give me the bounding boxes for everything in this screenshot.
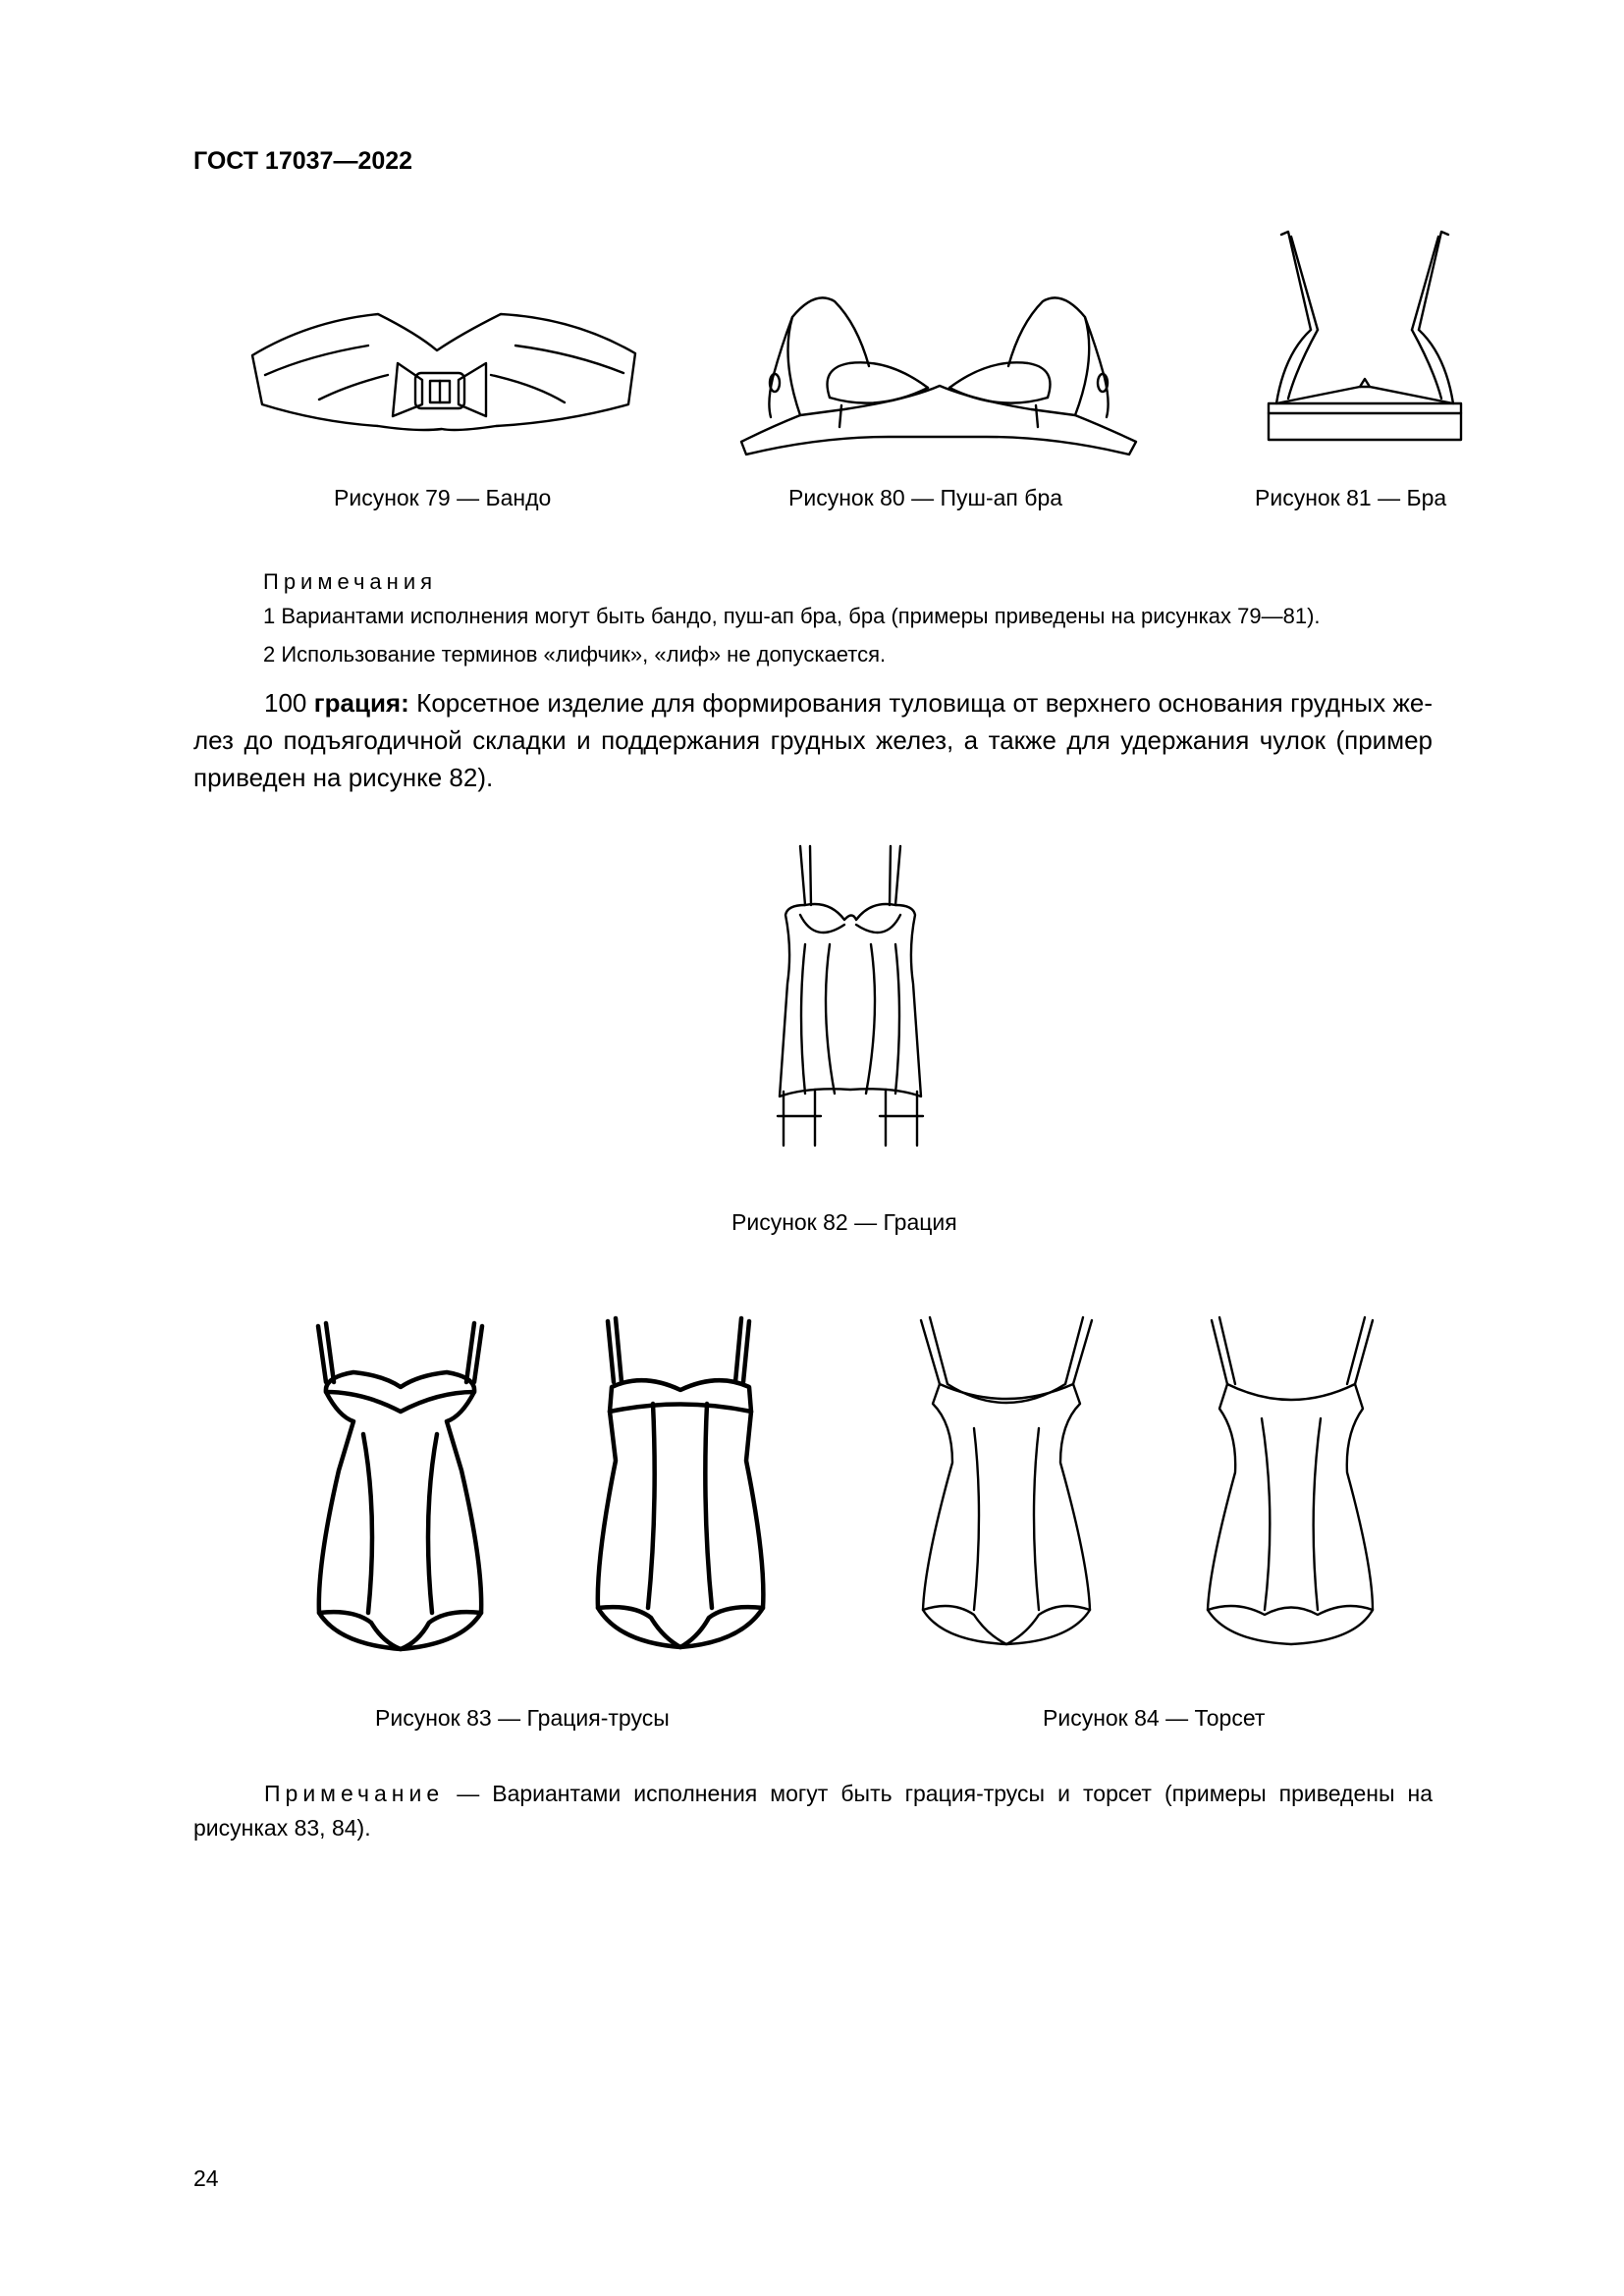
grace-briefs-back-illustration	[594, 1313, 766, 1667]
figure-80-caption: Рисунок 80 — Пуш-ап бра	[788, 485, 1063, 510]
note-item-1: 1 Вариантами исполнения могут быть бандо, пуш-ап бра, бра (примеры приведены на рисунках 79—81).	[263, 604, 1321, 628]
bandeau-illustration	[250, 306, 638, 444]
grace-corset-illustration	[776, 846, 925, 1168]
document-header: ГОСТ 17037—2022	[193, 147, 413, 175]
figure-82-caption: Рисунок 82 — Грация	[731, 1209, 957, 1235]
term-name: грация:	[313, 688, 409, 718]
note-label: Примечание	[264, 1781, 445, 1806]
term-number: 100	[264, 688, 307, 718]
figure-79-caption: Рисунок 79 — Бандо	[334, 485, 552, 510]
figure-81-caption: Рисунок 81 — Бра	[1255, 485, 1447, 510]
torset-back-illustration	[1198, 1315, 1384, 1654]
note-text: — Вариантами исполнения могут быть грация-трусы и торсет (примеры приведены на рисунках 83, 84).	[193, 1781, 1434, 1841]
figures-note	[193, 1777, 1433, 1845]
grace-briefs-front-illustration	[314, 1318, 486, 1672]
bra-illustration	[1267, 232, 1463, 448]
torset-front-illustration	[913, 1315, 1100, 1654]
term-definition: Корсетное изделие для формирования туловища от верхнего основания грудных же-лез до подъягодичной складки и поддержания грудных желез, а также для удержания чулок (пример приведен на рисунке 82).	[193, 688, 1433, 792]
figure-84-caption: Рисунок 84 — Торсет	[1043, 1705, 1266, 1731]
notes-heading: Примечания	[263, 569, 438, 594]
page-number: 24	[193, 2165, 219, 2191]
term-100-definition	[193, 684, 1433, 796]
push-up-bra-illustration	[731, 280, 1144, 452]
figure-83-caption: Рисунок 83 — Грация-трусы	[375, 1705, 670, 1731]
note-item-2: 2 Использование терминов «лифчик», «лиф» не допускается.	[263, 642, 887, 667]
